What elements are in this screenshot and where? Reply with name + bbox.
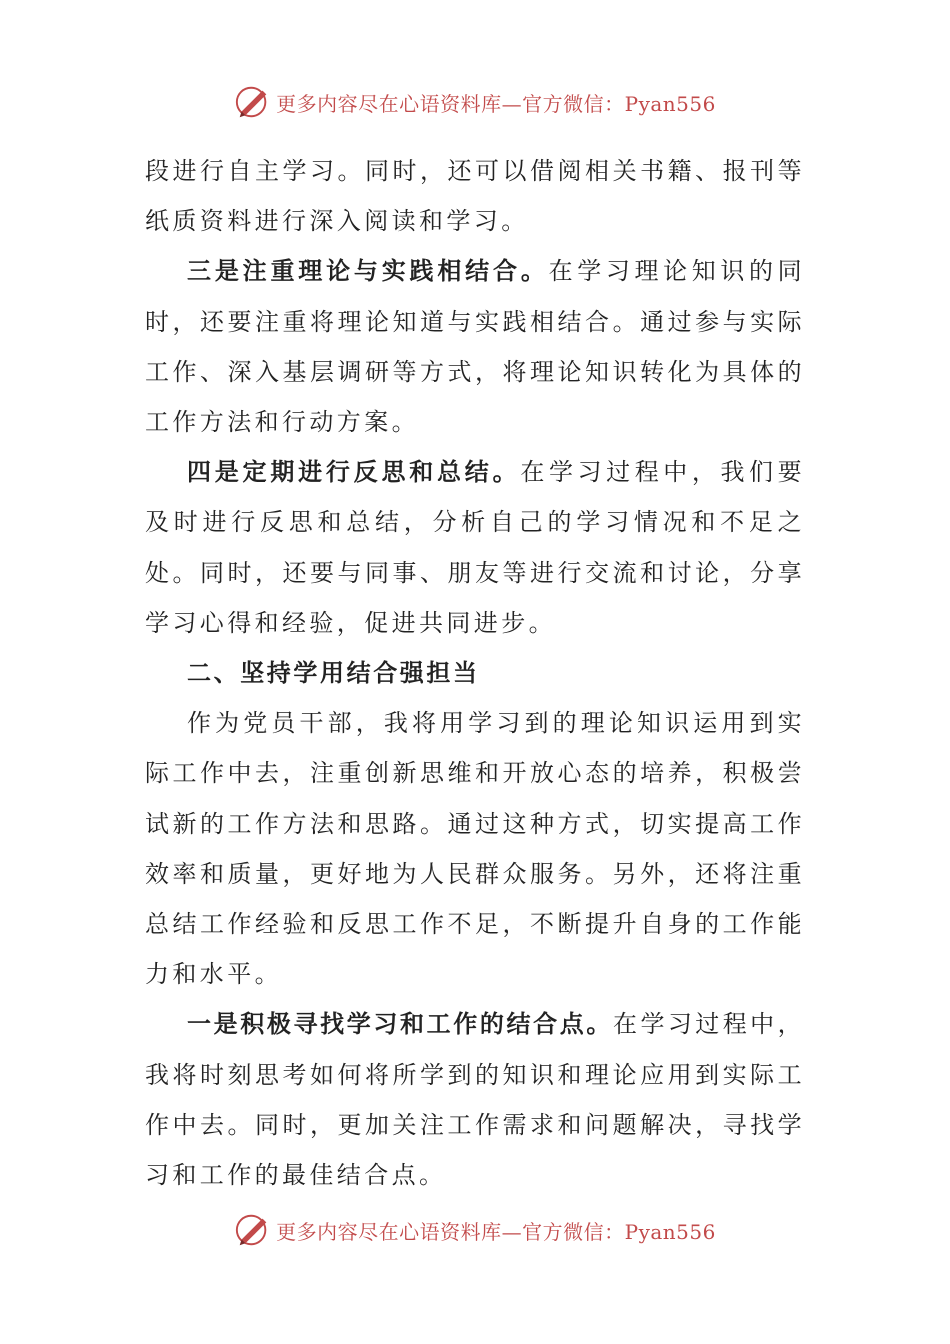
header-watermark: [0, 82, 950, 122]
paragraph: [145, 698, 805, 999]
paragraph: [145, 146, 805, 246]
document-body: [145, 146, 805, 1200]
paragraph-lead: 四是定期进行反思和总结。: [187, 457, 521, 487]
paragraph: [145, 246, 805, 447]
watermark-text: 更多内容尽在心语资料库—官方微信：Pyan556: [276, 1219, 716, 1244]
section-heading: 二、坚持学用结合强担当: [187, 658, 480, 688]
paragraph-body: 作为党员干部，我将用学习到的理论知识运用到实际工作中去，注重创新思维和开放心态的培养，积极尝试新的工作方法和思路。通过这种方式，切实提高工作效率和质量，更好地为人民群众服务。另外，还将注重总结工作经验和反思工作不足，不断提升自身的工作能力和水平。: [145, 709, 805, 989]
paragraph-lead: 一是积极寻找学习和工作的结合点。: [187, 1009, 614, 1039]
paragraph-body: 在学习理论知识的同时，还要注重将理论知道与实践相结合。通过参与实际工作、深入基层调研等方式，将理论知识转化为具体的工作方法和行动方案。: [145, 257, 805, 437]
pen-logo-icon: [234, 1211, 272, 1249]
paragraph: [145, 999, 805, 1200]
watermark-text: 更多内容尽在心语资料库—官方微信：Pyan556: [276, 91, 716, 116]
paragraph: [145, 447, 805, 648]
paragraph-body: 段进行自主学习。同时，还可以借阅相关书籍、报刊等纸质资料进行深入阅读和学习。: [145, 157, 805, 236]
footer-watermark: [0, 1210, 950, 1250]
paragraph-lead: 三是注重理论与实践相结合。: [187, 256, 549, 286]
paragraph-body: 在学习过程中，我们要及时进行反思和总结，分析自己的学习情况和不足之处。同时，还要与同事、朋友等进行交流和讨论，分享学习心得和经验，促进共同进步。: [145, 458, 806, 637]
pen-logo-icon: [234, 83, 272, 121]
paragraph-body: 在学习过程中，我将时刻思考如何将所学到的知识和理论应用到实际工作中去。同时，更加关注工作需求和问题解决，寻找学习和工作的最佳结合点。: [145, 1010, 805, 1190]
